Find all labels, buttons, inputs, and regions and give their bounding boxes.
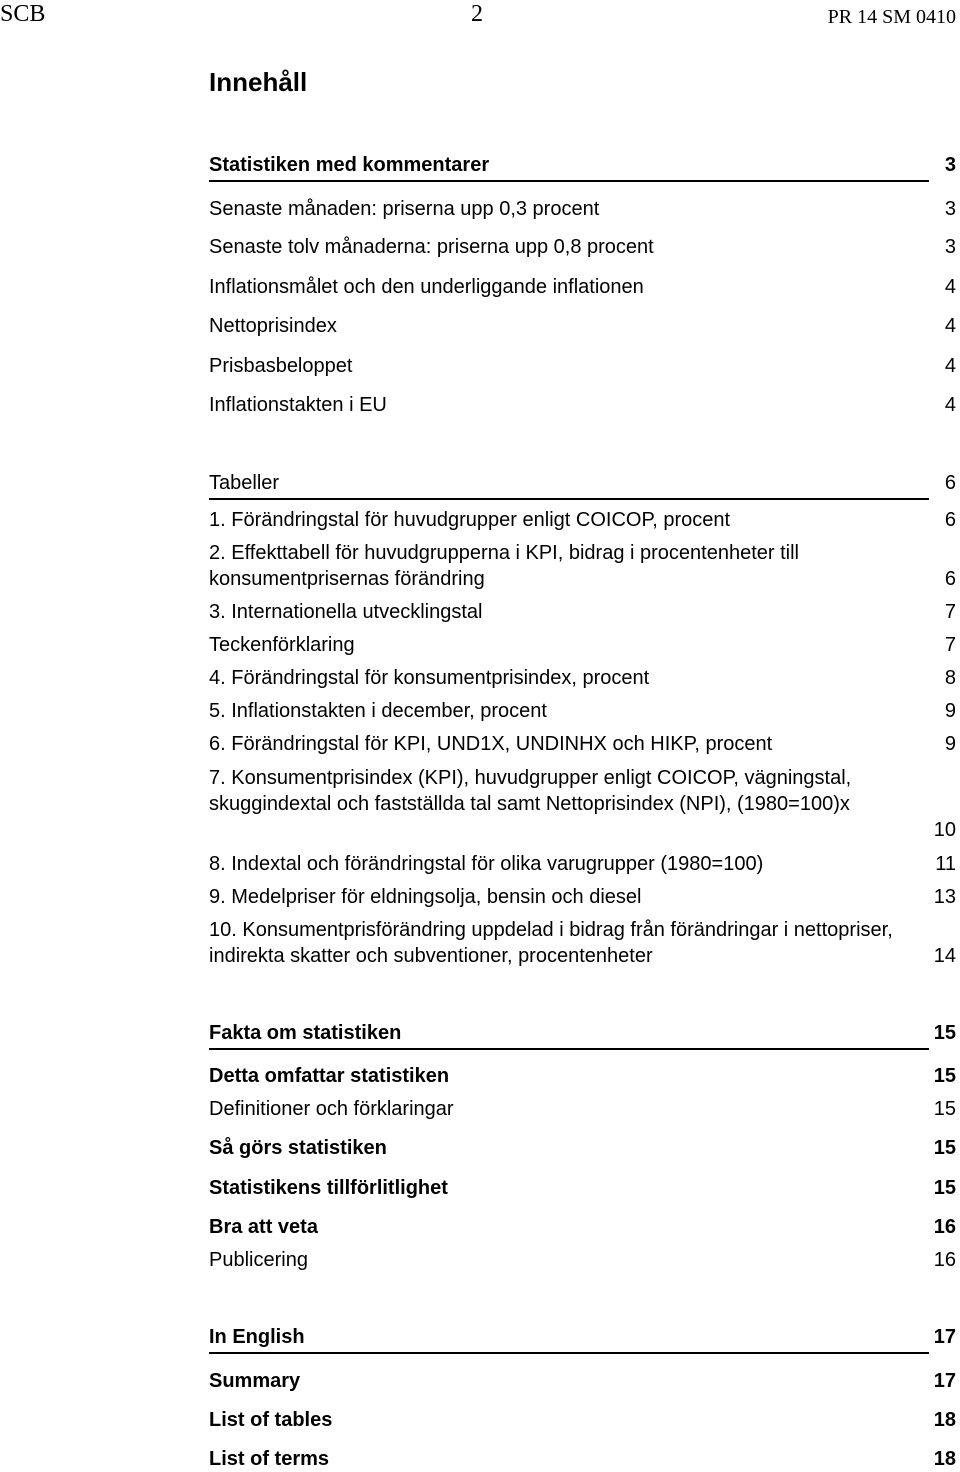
toc-entry[interactable] — [209, 851, 956, 877]
toc-entry[interactable] — [209, 1135, 956, 1161]
header-right: PR 14 SM 0410 — [827, 6, 956, 28]
toc-entry[interactable] — [209, 1175, 956, 1201]
toc-entry-title: 7. Konsumentprisindex (KPI), huvudgrupper enligt COICOP, vägningstal, skuggindextal och fastställda tal samt Nettoprisindex (NPI), (1980=100)x — [209, 767, 852, 815]
toc-entry-title: Prisbasbeloppet — [209, 355, 353, 377]
toc-entry-page: 8 — [944, 667, 956, 689]
toc-entry-page: 15 — [933, 1022, 956, 1044]
toc-entry-title: Fakta om statistiken — [209, 1022, 402, 1044]
toc-entry-page: 3 — [944, 198, 956, 220]
toc-entry[interactable] — [209, 884, 956, 910]
toc-entry-title: 3. Internationella utvecklingstal — [209, 601, 483, 623]
toc-entry-page: 13 — [933, 886, 956, 908]
toc-entry-title: 5. Inflationstakten i december, procent — [209, 700, 547, 722]
toc-entry-title: Senaste tolv månaderna: priserna upp 0,8 procent — [209, 236, 654, 258]
toc-entry-title: 8. Indextal och förändringstal för olika varugrupper (1980=100) — [209, 853, 764, 875]
toc-entry[interactable] — [209, 152, 956, 178]
toc-entry[interactable] — [209, 196, 956, 222]
toc-entry-page: 18 — [933, 1448, 956, 1470]
toc-entry[interactable] — [209, 353, 956, 379]
toc-entry-title: Definitioner och förklaringar — [209, 1098, 454, 1120]
toc-entry-page: 15 — [933, 1177, 956, 1199]
toc-entry[interactable] — [209, 470, 956, 496]
toc-entry-title: 9. Medelpriser för eldningsolja, bensin och diesel — [209, 886, 642, 908]
toc-entry-title: Statistiken med kommentarer — [209, 154, 490, 176]
toc-entry-title: Inflationstakten i EU — [209, 394, 387, 416]
toc-entry-page: 6 — [944, 568, 956, 590]
toc-entry[interactable] — [209, 765, 956, 843]
toc-entry[interactable] — [209, 1096, 956, 1122]
toc-entry-page: 6 — [944, 509, 956, 531]
toc-entry[interactable] — [209, 698, 956, 724]
toc-entry-title: 10. Konsumentprisförändring uppdelad i bidrag från förändringar i nettopriser, indirekta skatter och subventioner, procentenheter — [209, 919, 893, 967]
toc-entry-page: 4 — [944, 276, 956, 298]
toc-entry-title: Detta omfattar statistiken — [209, 1065, 450, 1087]
toc-entry[interactable] — [209, 507, 956, 533]
toc-entry[interactable] — [209, 234, 956, 260]
toc-entry-title: In English — [209, 1326, 305, 1348]
toc-entry-page: 15 — [933, 1098, 956, 1120]
toc-entry-page: 9 — [944, 733, 956, 755]
toc-entry-title: Publicering — [209, 1249, 308, 1271]
toc-entry-page: 3 — [944, 154, 956, 176]
toc-entry-page: 10 — [933, 819, 956, 841]
toc-entry-page: 7 — [944, 601, 956, 623]
toc-entry-page: 9 — [944, 700, 956, 722]
toc-entry-title: Statistikens tillförlitlighet — [209, 1177, 448, 1199]
section-rule — [209, 1352, 929, 1354]
toc-entry[interactable] — [209, 1020, 956, 1046]
page-title: Innehåll — [209, 67, 308, 97]
toc-entry[interactable] — [209, 1324, 956, 1350]
toc-entry[interactable] — [209, 632, 956, 658]
toc-entry-page: 16 — [933, 1216, 956, 1238]
toc-entry-title: Nettoprisindex — [209, 315, 337, 337]
toc-entry-page: 14 — [933, 945, 956, 967]
toc-entry[interactable] — [209, 599, 956, 625]
toc-entry-page: 3 — [944, 236, 956, 258]
toc-entry[interactable] — [209, 392, 956, 418]
toc-entry-page: 4 — [944, 394, 956, 416]
section-rule — [209, 1048, 929, 1050]
page-number: 2 — [471, 1, 483, 27]
toc-entry-page: 11 — [935, 853, 956, 875]
toc-entry[interactable] — [209, 274, 956, 300]
toc-entry-title: List of tables — [209, 1409, 333, 1431]
toc-entry[interactable] — [209, 1368, 956, 1394]
section-rule — [209, 498, 929, 500]
toc-entry-page: 15 — [933, 1065, 956, 1087]
toc-entry-page: 7 — [944, 634, 956, 656]
toc-entry[interactable] — [209, 540, 956, 592]
toc-entry-title: List of terms — [209, 1448, 330, 1470]
toc-entry-title: Senaste månaden: priserna upp 0,3 procent — [209, 198, 600, 220]
toc-entry[interactable] — [209, 731, 956, 757]
toc-entry-page: 16 — [933, 1249, 956, 1271]
toc-entry-title: Så görs statistiken — [209, 1137, 387, 1159]
toc-entry-page: 6 — [944, 472, 956, 494]
toc-entry-page: 4 — [944, 315, 956, 337]
toc-entry-page: 4 — [944, 355, 956, 377]
toc-entry-page: 18 — [933, 1409, 956, 1431]
toc-entry[interactable] — [209, 917, 956, 969]
toc-entry[interactable] — [209, 313, 956, 339]
toc-entry-page: 17 — [933, 1326, 956, 1348]
toc-entry-title: Tabeller — [209, 472, 280, 494]
toc-entry[interactable] — [209, 1407, 956, 1433]
toc-entry[interactable] — [209, 1446, 956, 1472]
toc-entry-title: Summary — [209, 1370, 301, 1392]
toc-entry[interactable] — [209, 665, 956, 691]
toc-entry-title: 6. Förändringstal för KPI, UND1X, UNDINHX och HIKP, procent — [209, 733, 773, 755]
toc-entry[interactable] — [209, 1214, 956, 1240]
toc-entry-title: 4. Förändringstal för konsumentprisindex, procent — [209, 667, 650, 689]
toc-entry-title: Inflationsmålet och den underliggande inflationen — [209, 276, 644, 298]
header-left: SCB — [0, 1, 46, 27]
toc-entry-title: Teckenförklaring — [209, 634, 355, 656]
toc-entry-page: 15 — [933, 1137, 956, 1159]
section-rule — [209, 180, 929, 182]
toc-entry-title: 2. Effekttabell för huvudgrupperna i KPI, bidrag i procentenheter till konsumentprisernas förändring — [209, 542, 799, 590]
toc-entry-page: 17 — [933, 1370, 956, 1392]
toc-entry-title: Bra att veta — [209, 1216, 318, 1238]
toc-entry[interactable] — [209, 1247, 956, 1273]
toc-entry[interactable] — [209, 1063, 956, 1089]
toc-entry-title: 1. Förändringstal för huvudgrupper enligt COICOP, procent — [209, 509, 731, 531]
